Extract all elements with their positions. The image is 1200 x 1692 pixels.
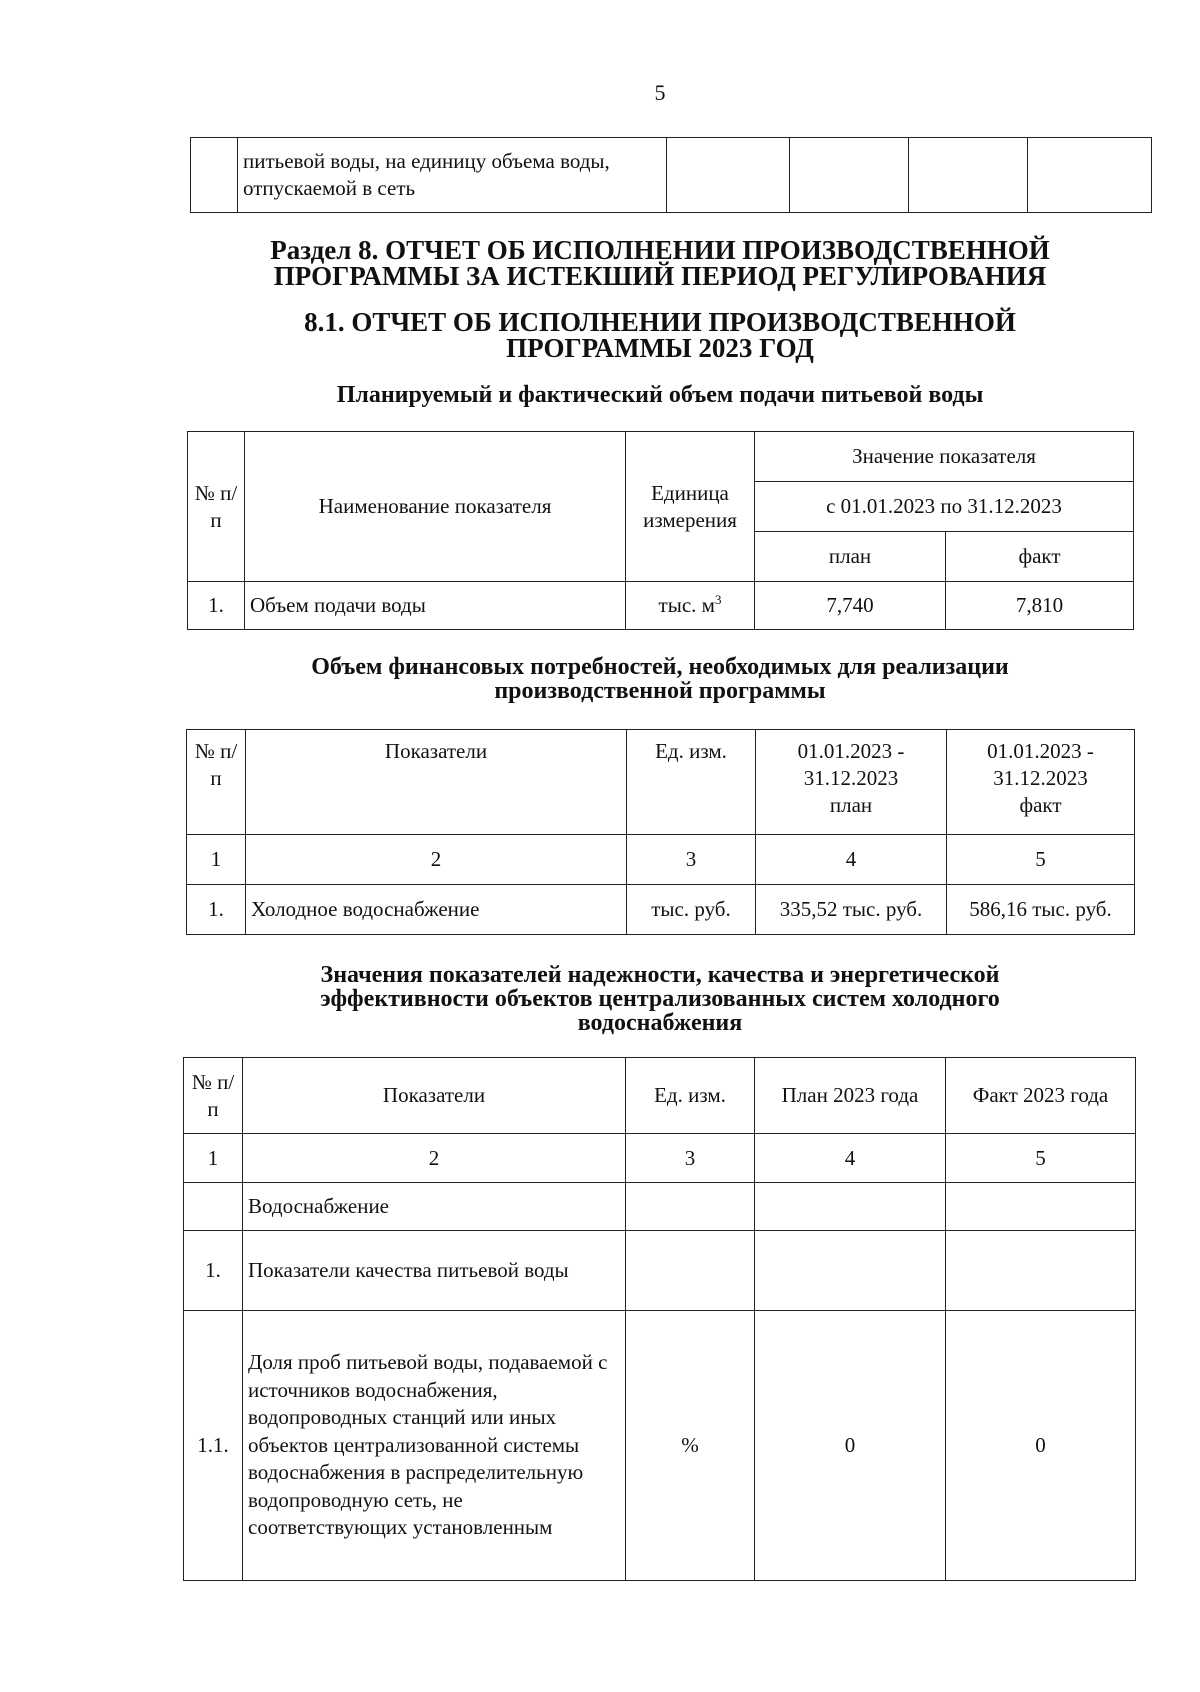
fact-value: 7,810: [946, 582, 1134, 630]
financial-needs-table: [186, 729, 1135, 935]
header-unit: Ед. изм.: [626, 1058, 755, 1134]
empty-cell: [667, 138, 790, 213]
unit-cell: [626, 1231, 755, 1311]
column-number: 3: [626, 1134, 755, 1183]
row-number: 1.: [188, 582, 245, 630]
indicator-name: Показатели качества питьевой воды: [243, 1231, 626, 1311]
table-row: [184, 1183, 1136, 1231]
column-number-row: [184, 1134, 1136, 1183]
table-header-row: [184, 1058, 1136, 1134]
indicator-name: Объем подачи воды: [245, 582, 626, 630]
column-number: 5: [946, 1134, 1136, 1183]
empty-cell: [909, 138, 1028, 213]
unit-cell: %: [626, 1311, 755, 1581]
header-name: Показатели: [243, 1058, 626, 1134]
fact-value: 586,16 тыс. руб.: [947, 885, 1135, 935]
header-plan: План 2023 года: [755, 1058, 946, 1134]
table-header-row: [187, 730, 1135, 835]
water-volume-table: [187, 431, 1134, 630]
header-plan: план: [755, 532, 946, 582]
page-number: 5: [654, 80, 666, 105]
indicator-name: Водоснабжение: [243, 1183, 626, 1231]
unit-cell: тыс. руб.: [627, 885, 756, 935]
header-unit: Ед. изм.: [627, 730, 756, 835]
indicator-name: Холодное водоснабжение: [246, 885, 627, 935]
table-row: [188, 582, 1134, 630]
header-name: Показатели: [246, 730, 627, 835]
row-number: 1.: [187, 885, 246, 935]
column-number: 4: [755, 1134, 946, 1183]
table-row: [187, 885, 1135, 935]
fact-value: [946, 1231, 1136, 1311]
header-name: Наименование показателя: [245, 432, 626, 582]
section-title: Раздел 8. ОТЧЕТ ОБ ИСПОЛНЕНИИ ПРОИЗВОДСТВЕННОЙ ПРОГРАММЫ ЗА ИСТЕКШИЙ ПЕРИОД РЕГУЛИРОВАНИЯ: [270, 235, 1050, 291]
unit-cell: тыс. $м^3$: [626, 582, 755, 630]
fact-value: [946, 1183, 1136, 1231]
plan-value: [755, 1183, 946, 1231]
table-row: [184, 1231, 1136, 1311]
table-header-row: [188, 432, 1134, 482]
header-value: Значение показателя: [755, 432, 1134, 482]
column-number-row: [187, 835, 1135, 885]
column-number: 1: [184, 1134, 243, 1183]
header-plan: 01.01.2023 - 31.12.2023 план: [756, 730, 947, 835]
header-fact: факт: [946, 532, 1134, 582]
indicator-name: питьевой воды, на единицу объема воды, отпускаемой в сеть: [238, 138, 667, 213]
row-number: [184, 1183, 243, 1231]
plan-value: [755, 1231, 946, 1311]
header-num: № п/п: [187, 730, 246, 835]
unit-cell: [626, 1183, 755, 1231]
table-row: [184, 1311, 1136, 1581]
row-number: [191, 138, 238, 213]
empty-cell: [1028, 138, 1152, 213]
subsection-title: 8.1. ОТЧЕТ ОБ ИСПОЛНЕНИИ ПРОИЗВОДСТВЕННОЙ ПРОГРАММЫ 2023 ГОД: [304, 307, 1016, 363]
row-number: 1.: [184, 1231, 243, 1311]
header-fact: Факт 2023 года: [946, 1058, 1136, 1134]
reliability-indicators-table: [183, 1057, 1136, 1581]
plan-value: 0: [755, 1311, 946, 1581]
column-number: 2: [246, 835, 627, 885]
continuation-table: [190, 137, 1152, 213]
fact-value: 0: [946, 1311, 1136, 1581]
table-row: [191, 138, 1152, 213]
header-num: № п/п: [188, 432, 245, 582]
header-num: № п/п: [184, 1058, 243, 1134]
header-fact: 01.01.2023 - 31.12.2023 факт: [947, 730, 1135, 835]
plan-value: 335,52 тыс. руб.: [756, 885, 947, 935]
plan-value: 7,740: [755, 582, 946, 630]
header-unit: Единица измерения: [626, 432, 755, 582]
column-number: 2: [243, 1134, 626, 1183]
empty-cell: [790, 138, 909, 213]
table3-title: Значения показателей надежности, качества и энергетической эффективности объектов централизованных систем холодного водоснабжения: [320, 962, 1000, 1036]
row-number: 1.1.: [184, 1311, 243, 1581]
column-number: 5: [947, 835, 1135, 885]
column-number: 3: [627, 835, 756, 885]
indicator-name: Доля проб питьевой воды, подаваемой с источников водоснабжения, водопроводных станций или иных объектов централизованной системы водоснабжения в распределительную водопроводную сеть, не соответствующих установленным: [243, 1311, 626, 1581]
table2-title: Объем финансовых потребностей, необходимых для реализации производственной программы: [311, 654, 1009, 704]
header-period: с 01.01.2023 по 31.12.2023: [755, 482, 1134, 532]
table1-title: Планируемый и фактический объем подачи питьевой воды: [336, 382, 984, 408]
column-number: 1: [187, 835, 246, 885]
column-number: 4: [756, 835, 947, 885]
